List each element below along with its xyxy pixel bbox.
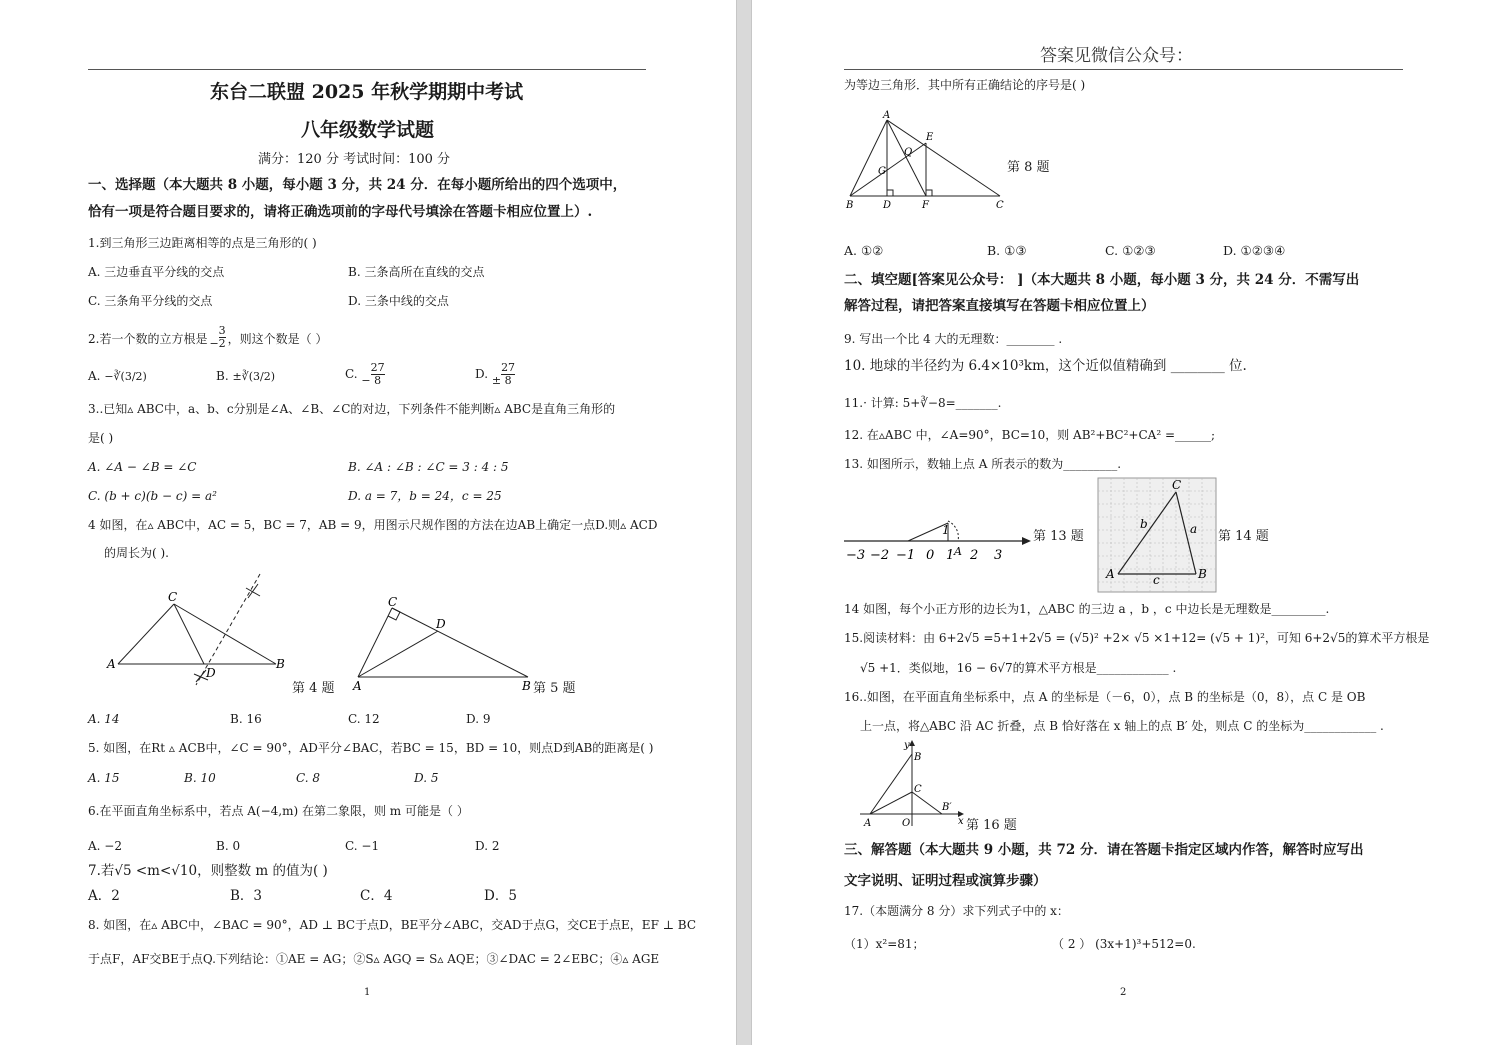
svg-text:2: 2: [970, 548, 979, 563]
q3-option-d: D. a = 7，b = 24，c = 25: [348, 489, 502, 503]
exam-title: 东台二联盟 2025 年秋学期期中考试: [210, 81, 524, 103]
q2-option-d-num: 27: [501, 361, 516, 374]
question-12: 12. 在▵ABC 中，∠A=90°，BC=10，则 AB²+BC²+CA² =______;: [844, 428, 1216, 442]
svg-text:C: C: [388, 595, 398, 609]
question-4: 4 如图，在▵ ABC中，AC = 5，BC = 7，AB = 9，用图示尺规作图的方法在边AB上确定一点D.则▵ ACD: [88, 518, 658, 532]
question-4-cont: 的周长为( ).: [104, 546, 169, 560]
svg-text:1: 1: [946, 548, 955, 563]
question-16: 16..如图，在平面直角坐标系中，点 A 的坐标是（－6，0），点 B 的坐标是（0，8），点 C 是 OB: [844, 690, 1366, 704]
q5-option-a: A. 15: [88, 771, 120, 785]
svg-text:A: A: [864, 818, 872, 829]
svg-text:−1: −1: [896, 548, 916, 563]
q1-option-a: A. 三边垂直平分线的交点: [88, 265, 225, 279]
q7-option-d: D．5: [484, 888, 517, 904]
page-number: 2: [1120, 987, 1127, 998]
q8-option-c: C. ①②③: [1105, 243, 1156, 258]
question-17: 17.（本题满分 8 分）求下列式子中的 x：: [844, 904, 1069, 918]
q1-option-b: B. 三条高所在直线的交点: [348, 265, 485, 279]
svg-text:D: D: [883, 200, 892, 211]
figure-16-caption: 第 16 题: [966, 818, 1017, 833]
svg-text:A: A: [883, 110, 891, 121]
question-13: 13. 如图所示，数轴上点 A 所表示的数为_________.: [844, 457, 1122, 471]
page-gutter: [736, 0, 752, 1045]
q4-option-c: C. 12: [348, 712, 380, 726]
svg-text:B: B: [522, 679, 531, 693]
header-rule: [844, 69, 1403, 70]
figure-13: [842, 515, 1032, 565]
q2-text-pre: 2.若一个数的立方根是: [88, 332, 208, 346]
q2-option-a-label: A.: [88, 369, 101, 383]
q2-fraction-den: 2: [218, 337, 226, 350]
section3-heading: 三、解答题（本大题共 9 小题，共 72 分．请在答题卡指定区域内作答，解答时应写出: [844, 842, 1364, 858]
svg-text:−3: −3: [846, 548, 866, 563]
figure-14-caption: 第 14 题: [1218, 529, 1269, 544]
section2-heading: 二、填空题[答案见公众号： ]（本大题共 8 小题，每小题 3 分，共 24 分．不需写出: [844, 272, 1360, 288]
q7-option-c: C．4: [360, 888, 393, 904]
figure-4-caption: 第 4 题: [292, 681, 335, 696]
question-8-cont: 于点F，AF交BE于点Q.下列结论：①AE = AG；②S▵ AGQ = S▵ AQE；③∠DAC = 2∠EBC；④▵ AGE: [88, 952, 660, 966]
q6-option-c: C. −1: [345, 839, 380, 853]
q7-option-a: A．2: [88, 888, 120, 904]
svg-text:A: A: [954, 545, 962, 558]
svg-text:C: C: [914, 784, 922, 795]
svg-text:Q: Q: [904, 147, 913, 158]
header-rule: [88, 69, 646, 70]
q2-option-b-label: B.: [216, 369, 229, 383]
svg-text:A: A: [107, 657, 116, 671]
figure-8: [842, 112, 1012, 214]
q1-option-d: D. 三条中线的交点: [348, 294, 449, 308]
q2-text-post: ，则这个数是（ ）: [227, 332, 328, 346]
q3-option-c: C. (b + c)(b − c) = a²: [88, 489, 217, 503]
question-3-cont: 是( ): [88, 431, 114, 445]
svg-text:−2: −2: [870, 548, 890, 563]
svg-text:0: 0: [926, 548, 935, 563]
svg-text:B: B: [1198, 567, 1207, 581]
q2-option-c: C. − $\frac{27}{8}$: [345, 361, 385, 387]
q17-part-1: （1）x²=81；: [844, 937, 925, 951]
exam-meta: 满分：120 分 考试时间：100 分: [258, 152, 451, 167]
q8-option-d: D. ①②③④: [1223, 243, 1286, 258]
figure-14: [1098, 478, 1218, 594]
figure-5: [350, 594, 540, 694]
q2-option-c-label: C.: [345, 367, 358, 381]
question-7: 7.若√5 <m<√10，则整数 m 的值为( ): [88, 863, 328, 879]
svg-text:O: O: [902, 818, 911, 829]
svg-text:A: A: [1106, 567, 1115, 581]
question-1: 1.到三角形三边距离相等的点是三角形的( ): [88, 236, 317, 250]
q8-option-b: B. ①③: [987, 243, 1027, 258]
svg-text:C: C: [1172, 478, 1182, 492]
page-1: [0, 0, 736, 1045]
figure-4: [100, 570, 290, 695]
q2-option-c-num: 27: [370, 361, 385, 374]
question-5: 5. 如图，在Rt ▵ ACB中，∠C = 90°，AD平分∠BAC，若BC = 15，BD = 10，则点D到AB的距离是( ): [88, 741, 654, 755]
q2-fraction: − $\frac{3}{2}$: [209, 324, 226, 350]
figure-16: [858, 740, 968, 830]
q5-option-d: D. 5: [414, 771, 439, 785]
svg-text:D: D: [436, 617, 446, 631]
q8-option-a: A. ①②: [844, 243, 884, 258]
section1-heading: 一、选择题（本大题共 8 小题，每小题 3 分，共 24 分．在每小题所给出的四个选项中，: [88, 177, 627, 193]
q3-option-b: B. ∠A : ∠B : ∠C = 3 : 4 : 5: [348, 460, 509, 474]
figure-5-caption: 第 5 题: [533, 681, 576, 696]
q4-option-d: D. 9: [466, 712, 491, 726]
question-11: 11.· 计算: 5+∛−8=_______.: [844, 396, 1002, 410]
page-2: [752, 0, 1490, 1045]
svg-text:y: y: [904, 740, 910, 751]
svg-text:E: E: [926, 132, 934, 143]
q2-option-c-den: 8: [374, 374, 382, 387]
question-10: 10. 地球的半径约为 6.4×10³km，这个近似值精确到 ________ 位.: [844, 358, 1247, 374]
svg-text:D: D: [206, 666, 216, 680]
q4-option-b: B. 16: [230, 712, 262, 726]
svg-text:3: 3: [994, 548, 1003, 563]
svg-text:b: b: [1140, 517, 1148, 531]
question-9: 9. 写出一个比 4 大的无理数：________ .: [844, 332, 1063, 346]
svg-text:B′: B′: [942, 802, 952, 813]
q5-option-c: C. 8: [296, 771, 321, 785]
svg-text:C: C: [168, 590, 178, 604]
question-6: 6.在平面直角坐标系中，若点 A(−4,m) 在第二象限，则 m 可能是（ ）: [88, 804, 469, 818]
figure-8-caption: 第 8 题: [1007, 160, 1050, 175]
page-number: 1: [364, 987, 371, 998]
q4-option-a: A. 14: [88, 712, 120, 726]
svg-text:B: B: [846, 200, 854, 211]
section3-heading-cont: 文字说明、证明过程或演算步骤）: [844, 873, 1047, 889]
question-15-cont: √5 +1．类似地，16 − 6√7的算术平方根是____________ .: [860, 661, 1177, 675]
svg-text:1: 1: [942, 523, 950, 537]
q1-option-c: C. 三条角平分线的交点: [88, 294, 213, 308]
svg-text:c: c: [1153, 573, 1160, 587]
q5-option-b: B. 10: [184, 771, 216, 785]
q6-option-b: B. 0: [216, 839, 241, 853]
question-14: 14 如图，每个小正方形的边长为1，△ABC 的三边 a ，b ，c 中边长是无理数是_________.: [844, 602, 1330, 616]
exam-subtitle: 八年级数学试题: [301, 119, 435, 141]
q6-option-d: D. 2: [475, 839, 500, 853]
svg-text:B: B: [914, 752, 922, 763]
q6-option-a: A. −2: [88, 839, 122, 853]
q2-option-b: B. ±∛(3/2): [216, 369, 275, 383]
svg-text:G: G: [878, 166, 886, 177]
svg-text:B: B: [276, 657, 285, 671]
svg-text:C: C: [996, 200, 1004, 211]
q3-option-a: A. ∠A − ∠B = ∠C: [88, 460, 197, 474]
question-8: 8. 如图，在▵ ABC中，∠BAC = 90°，AD ⊥ BC于点D，BE平分∠ABC，交AD于点G，交CE于点E，EF ⊥ BC: [88, 918, 697, 932]
q2-option-a: A. −∛(3/2): [88, 369, 147, 383]
q17-part-2: （ 2 ） (3x+1)³+512=0.: [1052, 937, 1196, 951]
svg-text:a: a: [1190, 522, 1198, 536]
page-header: 答案见微信公众号：: [1040, 46, 1193, 66]
q2-fraction-num: 3: [218, 324, 226, 337]
q2-option-d: D. ± $\frac{27}{8}$: [475, 361, 516, 387]
question-2: [88, 324, 328, 352]
figure-13-caption: 第 13 题: [1033, 529, 1084, 544]
question-8-end: 为等边三角形．其中所有正确结论的序号是( ): [844, 78, 1086, 92]
question-3: 3..已知▵ ABC中，a、b、c分别是∠A、∠B、∠C的对边，下列条件不能判断▵ ABC是直角三角形的: [88, 402, 616, 416]
section1-heading-cont: 恰有一项是符合题目要求的，请将正确选项前的字母代号填涂在答题卡相应位置上）.: [88, 204, 593, 220]
q7-option-b: B．3: [230, 888, 263, 904]
q2-option-d-label: D.: [475, 367, 489, 381]
question-15: 15.阅读材料：由 6+2√5 =5+1+2√5 = (√5)² +2× √5 ×1+12= (√5 + 1)²，可知 6+2√5的算术平方根是: [844, 631, 1430, 645]
q2-option-d-den: 8: [504, 374, 512, 387]
question-16-cont: 上一点，将△ABC 沿 AC 折叠，点 B 恰好落在 x 轴上的点 B′ 处，则点 C 的坐标为____________ .: [860, 719, 1384, 733]
svg-text:A: A: [353, 679, 362, 693]
section2-heading-cont: 解答过程，请把答案直接填写在答题卡相应位置上）: [844, 298, 1155, 314]
svg-text:x: x: [958, 816, 964, 827]
svg-text:F: F: [922, 200, 929, 211]
